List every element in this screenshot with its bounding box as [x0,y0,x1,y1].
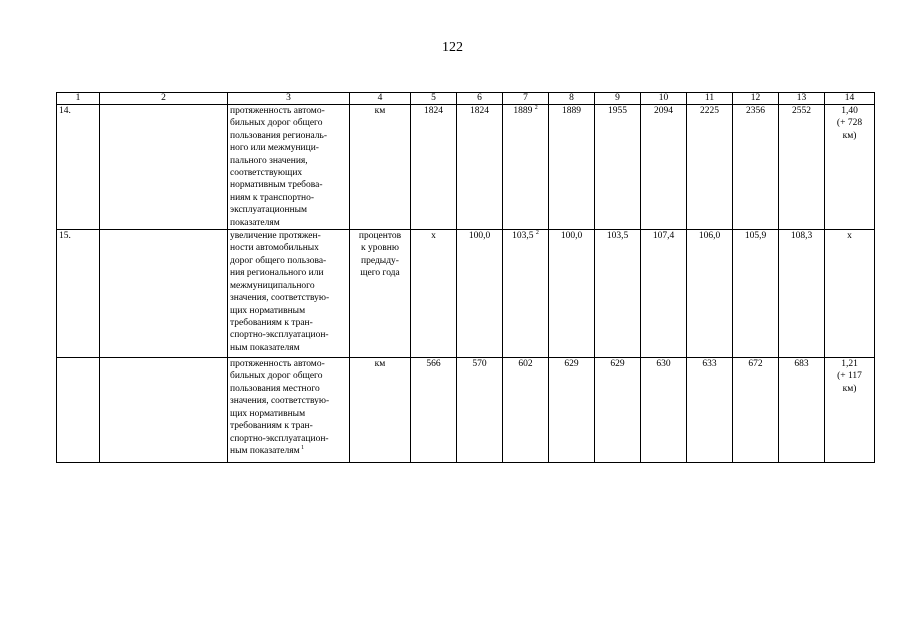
indicator-description-line: бильных дорог общего [230,118,323,129]
row-number: 15. [57,230,100,358]
indicator-description-line: ным показателям [230,342,300,353]
indicator-description-line: показателям [230,217,280,228]
value-cell [641,230,687,358]
indicator-description-line: ного или межмуници- [230,143,319,154]
total-cell-line: (+ 728 [836,118,863,129]
value-cell [457,105,503,230]
indicator-description-line: требованиям к тран- [230,317,313,328]
value-cell [779,105,825,230]
value-text: 2094 [654,106,673,116]
value-text: 1955 [608,106,627,116]
value-text: 107,4 [652,231,675,242]
value-cell [549,105,595,230]
value-cell [595,230,641,358]
indicator-description-line: нормативным требова- [230,180,323,191]
value-cell [457,358,503,463]
indicator-description-line: спортно-эксплуатацион- [230,330,329,341]
value-text: 672 [748,359,763,370]
unit-cell [350,230,411,358]
indicator-description [228,230,350,358]
column-header-3: 3 [228,93,350,105]
indicator-description-line: бильных дорог общего [230,371,323,382]
unit-cell [350,105,411,230]
unit-cell-line: к уровню [361,243,399,254]
value-text: 2552 [792,106,811,116]
total-cell-line: (+ 117 [837,371,862,382]
value-cell [457,230,503,358]
unit-cell-line: км [374,106,386,116]
value-text: 100,0 [560,231,583,242]
total-cell [825,105,875,230]
table-header-row [57,93,875,105]
row-number: 14. [57,105,100,230]
value-cell [503,358,549,463]
value-text: 2356 [746,106,765,116]
value-text: 1824 [424,106,443,116]
value-cell [687,230,733,358]
column-header-6: 6 [457,93,503,105]
value-text: 108,3 [790,231,813,242]
value-text: 100,0 [468,231,491,242]
page-number: 122 [442,40,463,55]
indicator-description-line: щих нормативным [230,408,306,419]
value-text: 570 [472,359,487,370]
column-header-12: 12 [733,93,779,105]
value-cell [411,105,457,230]
column-header-4: 4 [350,93,411,105]
value-cell [641,358,687,463]
value-cell [687,105,733,230]
indicator-description-line: ным показателям $^1$ [230,444,305,456]
value-cell [641,105,687,230]
total-cell-line: 1,40 [841,106,858,116]
column-header-13: 13 [779,93,825,105]
column-2-cell [100,230,228,358]
indicator-description-line: спортно-эксплуатацион- [230,433,329,444]
value-text: х [431,231,436,242]
column-2-cell [100,358,228,463]
indicator-description [228,358,350,463]
value-text: 629 [610,359,625,370]
value-text: 106,0 [698,231,721,242]
footnote-mark: 2 [535,229,539,236]
value-text: 602 [518,359,533,370]
value-text: 683 [794,359,809,370]
value-cell [411,358,457,463]
unit-cell-line: предыду- [361,255,399,266]
column-header-1: 1 [57,93,100,105]
total-cell-line: км) [842,130,857,141]
indicator-description-line: щих нормативным [230,305,306,316]
value-text: 105,9 [744,231,767,242]
indicator-description-line: соответствующих [230,168,303,179]
indicator-description-line: ности автомобильных [230,243,319,254]
footnote-mark: 1 [299,444,305,451]
value-text: 1824 [470,106,489,116]
value-cell [411,230,457,358]
value-cell [595,105,641,230]
column-header-14: 14 [825,93,875,105]
value-text: 629 [564,359,579,370]
value-cell [733,230,779,358]
total-cell-line: км) [842,383,857,394]
indicator-description-line: эксплуатационным [230,205,308,216]
unit-cell-line: км [374,359,386,370]
indicator-description-line: дорог общего пользова- [230,255,327,266]
indicator-description-line: пользования региональ- [230,130,328,141]
value-text: 103,5 [512,231,534,242]
indicator-description-line: межмуниципального [230,280,315,291]
column-header-10: 10 [641,93,687,105]
indicator-description-line: требованиям к тран- [230,421,313,432]
value-text: 630 [656,359,671,370]
column-header-7: 7 [503,93,549,105]
table-row [57,105,875,230]
value-cell [779,358,825,463]
value-cell [549,230,595,358]
value-text: 2225 [700,106,719,116]
row-number [57,358,100,463]
value-cell [595,358,641,463]
indicator-description [228,105,350,230]
value-cell [503,230,549,358]
value-cell [733,358,779,463]
column-header-2: 2 [100,93,228,105]
value-cell [779,230,825,358]
data-table [56,92,875,463]
indicator-description-line: протяженность автомо- [230,106,325,116]
column-header-11: 11 [687,93,733,105]
column-header-5: 5 [411,93,457,105]
unit-cell [350,358,411,463]
value-cell [549,358,595,463]
column-2-cell [100,105,228,230]
value-text: 1889 [513,106,533,116]
value-text: 566 [426,359,441,370]
indicator-description-line: ниям к транспортно- [230,192,315,203]
indicator-description-line: пального значения, [230,155,308,166]
indicator-description-line: ния регионального или [230,268,324,279]
unit-cell-line: процентов [358,231,402,242]
total-cell [825,230,875,358]
indicator-description-line: значения, соответствую- [230,293,330,304]
total-cell [825,358,875,463]
total-cell-line: х [847,231,852,242]
value-text: 1889 [562,106,581,116]
indicator-description-line: пользования местного [230,383,320,394]
value-cell [733,105,779,230]
indicator-description-line: протяженность автомо- [230,359,325,370]
value-text: 633 [702,359,717,370]
value-text: 103,5 [606,231,629,242]
table-row [57,230,875,358]
column-header-8: 8 [549,93,595,105]
table-row [57,358,875,463]
total-cell-line: 1,21 [841,359,858,370]
unit-cell-line: щего года [360,268,400,279]
column-header-9: 9 [595,93,641,105]
value-cell [687,358,733,463]
value-cell [503,105,549,230]
footnote-mark: 2 [534,104,538,111]
indicator-description-line: увеличение протяжен- [230,231,321,242]
indicator-description-line: значения, соответствую- [230,396,330,407]
